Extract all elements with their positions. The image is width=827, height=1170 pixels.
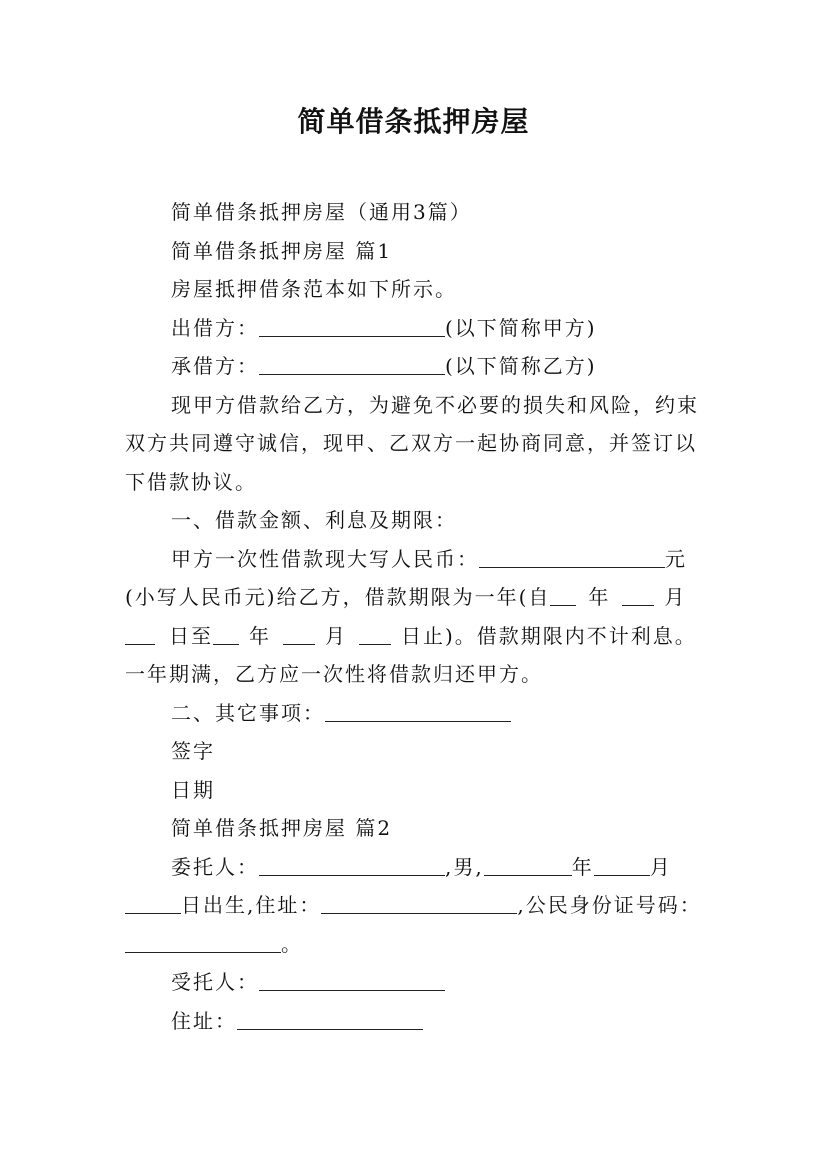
part1-intro: 房屋抵押借条范本如下所示。 [171,277,457,301]
term-line-1 [125,578,715,617]
end-year-blank [213,624,239,645]
agent-line [125,963,715,1002]
start-month-blank [622,585,654,606]
borrower-label: 承借方： [171,354,259,378]
address-blank [237,1009,423,1030]
id-label: ,公民身份证号码： [517,893,702,917]
part2-heading: 简单借条抵押房屋 篇2 [171,816,393,840]
borrower-suffix: (以下简称乙方) [445,354,597,378]
end-year-text: 年 [249,623,271,648]
gender-text: ,男, [445,854,484,879]
amount-unit: 元 [665,546,687,571]
principal-name-blank [259,855,445,876]
term-text: (小写人民币元)给乙方，借款期限为一年(自 [125,585,551,609]
agreement-line-2: 双方共同遵守诚信，现甲、乙双方一起协商同意，并签订以 [125,431,697,455]
borrower-blank [259,354,445,375]
period-text: 。 [281,931,303,956]
document-subtitle: 简单借条抵押房屋（通用3篇） [171,200,472,224]
term-end-text: 日止)。借款期限内不计利息。 [401,623,697,648]
birth-year-text: 年 [571,854,594,879]
lender-suffix: (以下简称甲方) [445,315,597,340]
lender-blank [259,316,445,337]
other-matters-blank [325,701,511,722]
principal-line-2 [125,886,715,925]
term-line-2 [125,617,715,656]
part1-heading: 简单借条抵押房屋 篇1 [171,238,393,263]
section2-label: 二、其它事项： [171,700,325,725]
lender-line [125,309,715,348]
birth-year-blank [484,855,572,876]
section1-title: 一、借款金额、利息及期限： [171,508,457,532]
agent-blank [259,970,445,991]
agent-label: 受托人： [171,970,259,994]
month-text: 月 [664,585,687,609]
address-line [125,1002,715,1041]
principal-line-3 [125,925,715,964]
amount-blank [479,547,665,568]
repayment-line: 一年期满，乙方应一次性将借款归还甲方。 [125,662,543,686]
birth-day-blank [125,893,181,914]
year-text: 年 [588,585,611,609]
end-month-text: 月 [325,623,347,648]
id-number-blank [125,932,281,953]
date-label: 日期 [171,777,215,802]
start-day-blank [125,624,155,645]
address-label: 住址： [171,1008,237,1033]
amount-line [125,540,715,579]
birth-month-blank [594,855,650,876]
borrower-line [125,347,715,386]
principal-line [125,848,715,887]
principal-address-blank [321,893,517,914]
birth-month-text: 月 [649,854,672,879]
principal-label: 委托人： [171,854,259,879]
sign-label: 签字 [171,739,215,763]
birth-address-text: 日出生,住址： [181,893,322,917]
amount-label: 甲方一次性借款现大写人民币： [171,546,479,571]
section2-line [125,694,715,733]
day-to-text: 日至 [169,623,213,648]
start-year-blank [550,585,576,606]
agreement-line-3: 下借款协议。 [125,469,257,494]
end-month-blank [283,624,315,645]
document-title: 简单借条抵押房屋 [297,105,530,138]
lender-label: 出借方： [171,315,259,340]
document-body [125,193,715,1040]
end-day-blank [359,624,391,645]
agreement-line-1: 现甲方借款给乙方，为避免不必要的损失和风险，约束 [171,392,699,417]
